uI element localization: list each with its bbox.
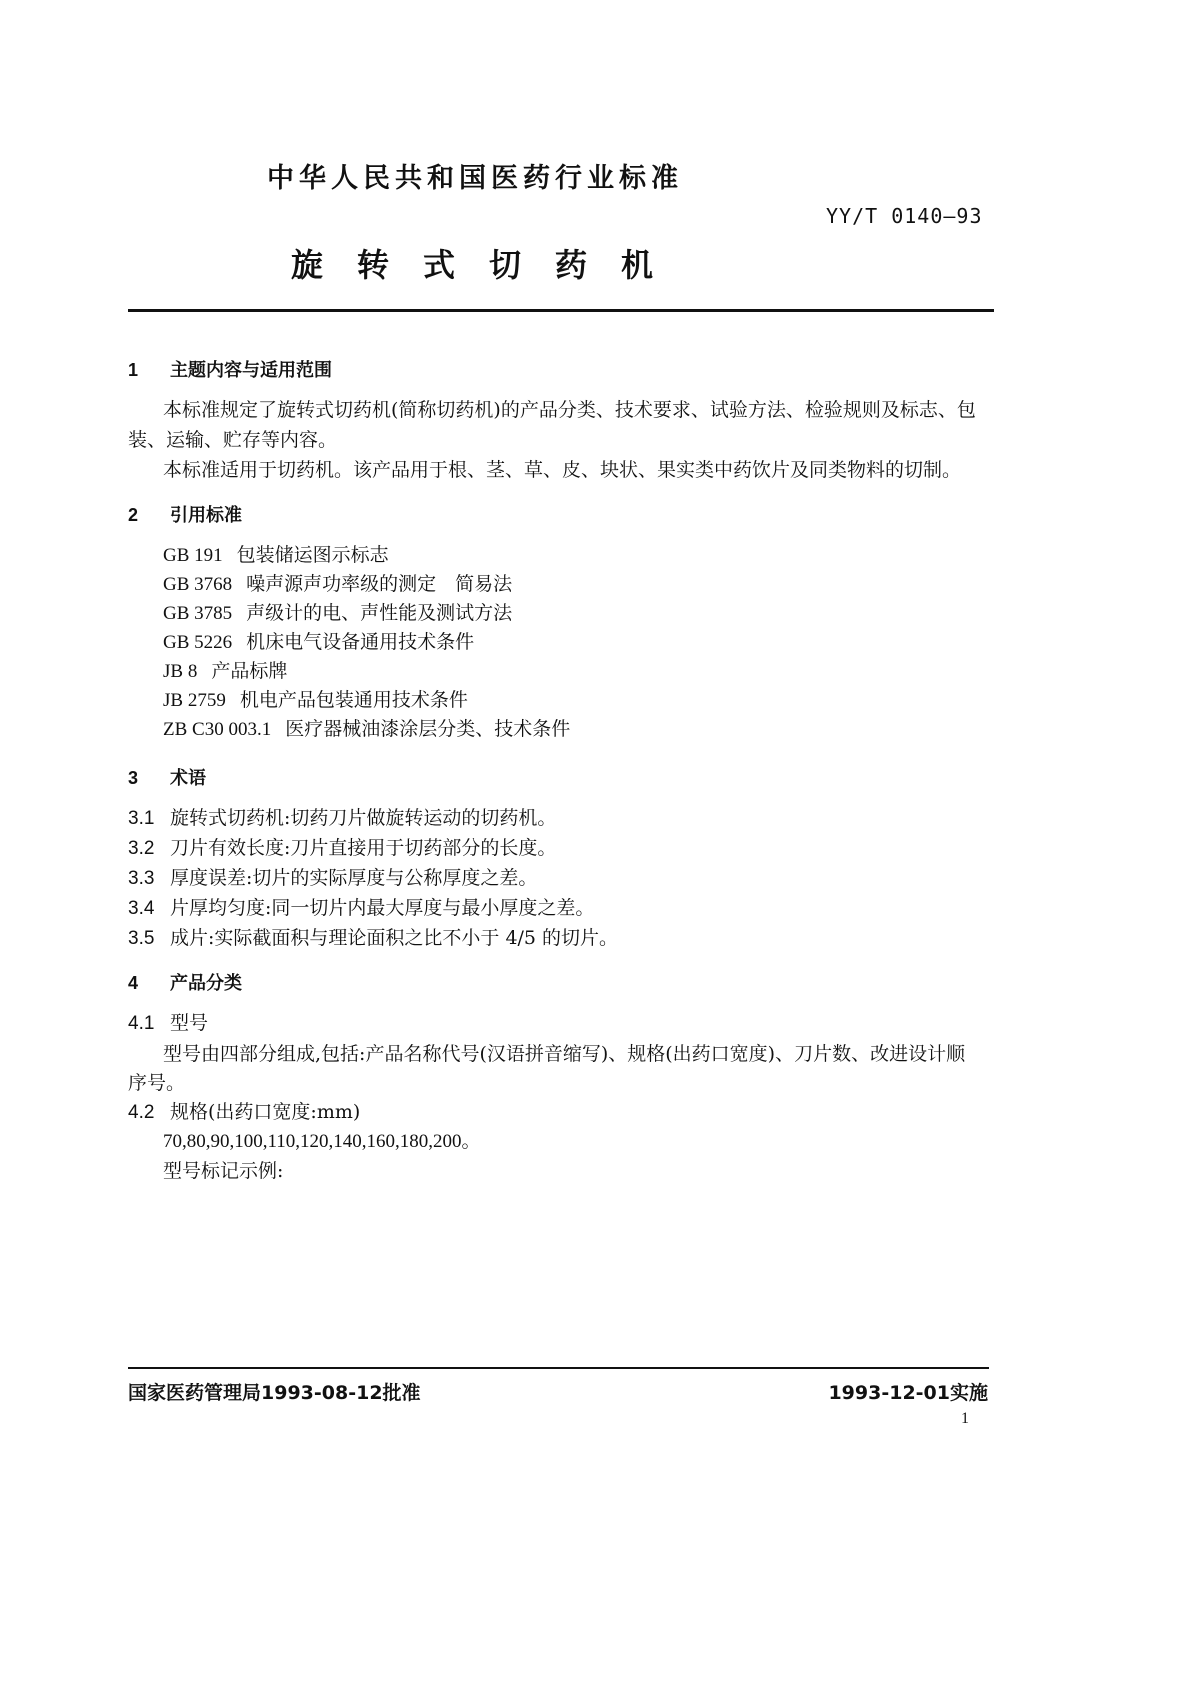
term-number: 3.5 — [128, 928, 155, 949]
term-text: 旋转式切药机:切药刀片做旋转运动的切药机。 — [170, 807, 557, 829]
term-item — [128, 806, 556, 831]
reference-code: GB 3785 — [163, 603, 233, 624]
reference-name: 噪声源声功率级的测定 简易法 — [246, 573, 513, 595]
approval-line: 国家医药管理局1993-08-12批准 — [128, 1382, 421, 1404]
standard-number: YY/T 0140—93 — [826, 204, 983, 228]
section-title: 产品分类 — [170, 973, 242, 994]
subsection-4-2-heading — [128, 1100, 360, 1125]
term-number: 3.4 — [128, 898, 155, 919]
reference-item — [163, 630, 474, 655]
reference-code: GB 191 — [163, 545, 223, 566]
reference-name: 机床电气设备通用技术条件 — [246, 631, 475, 653]
term-item — [128, 926, 618, 951]
section-title: 主题内容与适用范围 — [170, 360, 332, 381]
paragraph-line: 本标准规定了旋转式切药机(简称切药机)的产品分类、技术要求、试验方法、检验规则及标志、包 — [163, 399, 976, 421]
term-number: 3.1 — [128, 808, 155, 829]
section-3-heading — [128, 764, 206, 790]
reference-item — [163, 717, 570, 742]
subsection-number: 4.2 — [128, 1102, 155, 1123]
section-number: 4 — [128, 973, 139, 993]
reference-name: 医疗器械油漆涂层分类、技术条件 — [285, 718, 571, 740]
subsection-number: 4.1 — [128, 1013, 155, 1034]
reference-item — [163, 659, 287, 684]
term-item — [128, 866, 537, 891]
model-example-label: 型号标记示例: — [163, 1160, 284, 1182]
footer-divider — [128, 1367, 989, 1369]
effective-date-line: 1993-12-01实施 — [828, 1382, 988, 1404]
paragraph-line: 型号由四部分组成,包括:产品名称代号(汉语拼音缩写)、规格(出药口宽度)、刀片数、改进设计顺 — [163, 1043, 966, 1065]
header-divider — [128, 309, 994, 312]
subsection-4-1-heading — [128, 1011, 208, 1036]
reference-code: JB 2759 — [163, 690, 226, 711]
spec-values: 70,80,90,100,110,120,140,160,180,200。 — [163, 1131, 481, 1152]
section-2-heading — [128, 501, 242, 527]
section-title: 引用标准 — [170, 505, 242, 526]
reference-code: GB 3768 — [163, 574, 233, 595]
term-number: 3.2 — [128, 838, 155, 859]
document-title: 旋转式切药机 — [291, 246, 688, 284]
reference-code: JB 8 — [163, 661, 198, 682]
reference-name: 产品标牌 — [211, 660, 288, 682]
reference-item — [163, 601, 512, 626]
reference-item — [163, 688, 468, 713]
reference-item — [163, 572, 512, 597]
section-title: 术语 — [170, 768, 206, 789]
reference-item — [163, 543, 389, 568]
term-text: 刀片有效长度:刀片直接用于切药部分的长度。 — [170, 837, 557, 859]
subsection-title: 规格(出药口宽度:mm) — [170, 1101, 361, 1123]
paragraph-line: 序号。 — [128, 1072, 186, 1094]
paragraph-line: 装、运输、贮存等内容。 — [128, 429, 338, 451]
section-number: 3 — [128, 768, 139, 788]
reference-name: 机电产品包装通用技术条件 — [239, 689, 468, 711]
reference-code: ZB C30 003.1 — [163, 719, 272, 740]
section-number: 1 — [128, 360, 139, 380]
section-4-heading — [128, 969, 242, 995]
reference-code: GB 5226 — [163, 632, 233, 653]
subsection-title: 型号 — [170, 1012, 209, 1034]
paragraph-line: 本标准适用于切药机。该产品用于根、茎、草、皮、块状、果实类中药饮片及同类物料的切制。 — [163, 459, 962, 481]
term-number: 3.3 — [128, 868, 155, 889]
page-number: 1 — [961, 1410, 969, 1427]
term-item — [128, 896, 594, 921]
reference-name: 声级计的电、声性能及测试方法 — [246, 602, 513, 624]
term-text: 片厚均匀度:同一切片内最大厚度与最小厚度之差。 — [170, 897, 595, 919]
section-1-heading — [128, 356, 332, 382]
term-item — [128, 836, 556, 861]
standard-category-title: 中华人民共和国医药行业标准 — [267, 163, 683, 194]
term-text: 成片:实际截面积与理论面积之比不小于 4/5 的切片。 — [170, 927, 619, 949]
term-text: 厚度误差:切片的实际厚度与公称厚度之差。 — [170, 867, 538, 889]
reference-name: 包装储运图示标志 — [236, 544, 389, 566]
section-number: 2 — [128, 505, 139, 525]
